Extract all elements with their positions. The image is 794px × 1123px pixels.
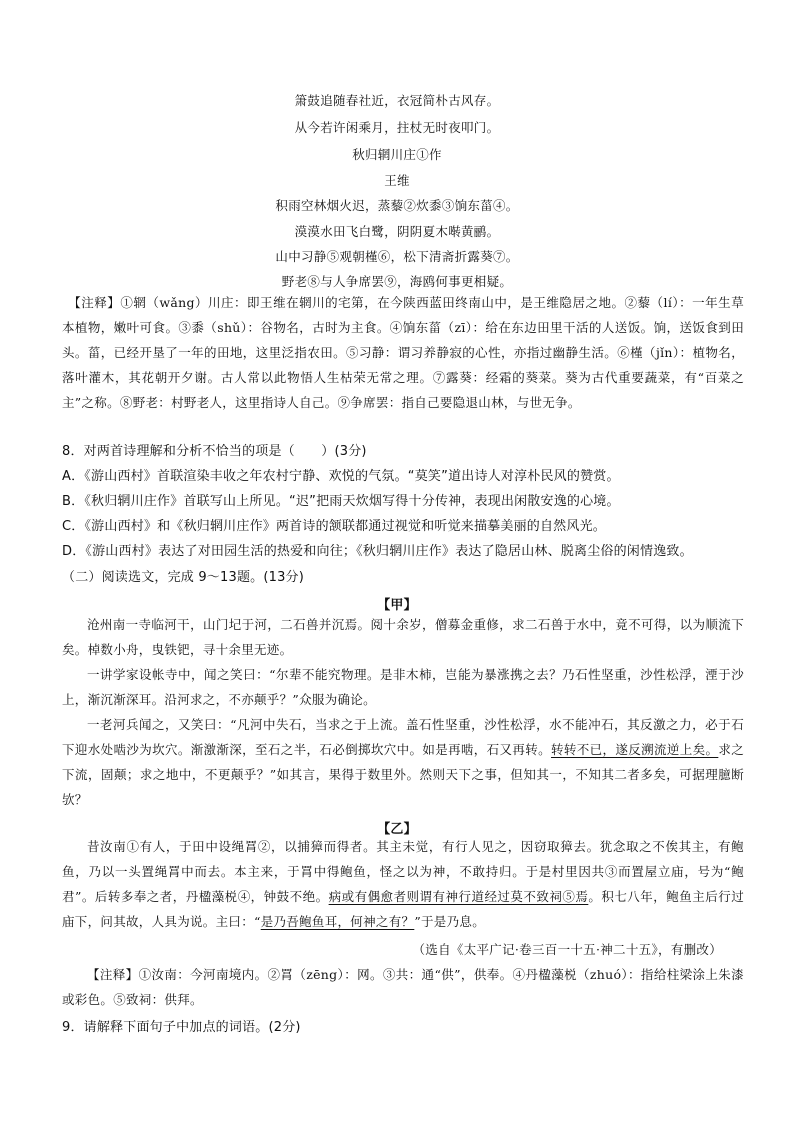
poem-annotation (62, 290, 744, 415)
passage-annotation-text: 【注释】①汝南：今河南境内。②罥（zēng）：网。③共：通“供”，供奉。④丹楹藻棁（zhuó）：指给柱梁涂上朱漆或彩色。⑤致祠：供拜。 (62, 967, 744, 1007)
passage-source: （选自《太平广记·卷三百一十五·神二十五》，有删改） (412, 942, 722, 957)
passage-paragraph: 一讲学家设帐寺中，闻之笑曰：“尔辈不能究物理。是非木柿，岂能为暴涨携之去？乃石性坚重，沙性松浮，湮于沙上，渐沉渐深耳。沿河求之，不亦颠乎？”众服为确论。 (62, 667, 744, 707)
passage-text: 求之下流，固颠；求之地中，不更颠乎？”如其言，果得于数里外。然则天下之事，但知其一，不知其二者多矣，可据理臆断欤？ (62, 742, 744, 807)
passage-text: 昔汝南①有人，于田中设绳罥②，以捕獐而得者。其主未觉，有行人见之，因窃取獐去。犹念取之不俟其主，有鲍鱼，乃以一头置绳罥中而去。本主来，于罥中得鲍鱼，怪之以为神，不敢持归。于是村里因共③而置屋立庙，号为“鲍君”。后转多奉之者，丹楹藻棁④，钟鼓不绝。 (62, 839, 744, 904)
poem2-line: 山中习静⑤观朝槿⑥，松下清斋折露葵⑦。 (275, 249, 519, 264)
question-8-option-a[interactable]: A．《游山西村》首联渲染丰收之年农村宁静、欢悦的气氛。“莫笑”道出诗人对淳朴民风的赞赏。 (62, 469, 620, 484)
passage-paragraph (62, 712, 744, 812)
passage-text: 一老河兵闻之，又笑曰：“凡河中失石，当求之于上流。盖石性坚重，沙性松浮，水不能冲石，其反激之力，必于石下迎水处啮沙为坎穴。渐激渐深，至石之半，石必倒掷坎穴中。如是再啮，石又再转。 (62, 717, 744, 757)
poem1-line: 从今若许闲乘月，拄杖无时夜叩门。 (294, 120, 500, 135)
poem2-line: 积雨空林烟火迟，蒸藜②炊黍③饷东菑④。 (275, 198, 519, 213)
poem-author: 王维 (384, 173, 410, 188)
passage-paragraph (62, 834, 744, 934)
poem-annotation-text: 【注释】①辋（wǎng）川庄：即王维在辋川的宅第，在今陕西蓝田终南山中，是王维隐居之地。②藜（lí）：一年生草本植物，嫩叶可食。③黍（shǔ）：谷物名，古时为主食。④饷东菑（zī）：给在东边田里干活的人送饭。饷，送饭食到田头。菑，已经开垦了一年的田地，这里泛指农田。⑤习静：谓习养静寂的心性，亦指过幽静生活。⑥槿（jǐn）：植物名，落叶灌木，其花朝开夕谢。古人常以此物悟人生枯荣无常之理。⑦露葵：经霜的葵菜。葵为古代重要蔬菜，有“百菜之主”之称。⑧野老：村野老人，这里指诗人自己。⑨争席罢：指自己要隐退山林，与世无争。 (62, 295, 744, 410)
passage-jia-heading: 【甲】 (377, 598, 417, 613)
section-heading: （二）阅读选文，完成 9～13题。(13分) (62, 570, 305, 585)
poem-title: 秋归辋川庄①作 (352, 147, 442, 162)
underlined-sentence: 转转不已，遂反溯流逆上矣。 (551, 742, 719, 757)
poem1-line: 箫鼓追随春社近，衣冠简朴古风存。 (294, 93, 500, 108)
poem2-line: 野老⑧与人争席罢⑨，海鸥何事更相疑。 (281, 274, 513, 289)
question-8-option-b[interactable]: B．《秋归辋川庄作》首联写山上所见。“迟”把雨天炊烟写得十分传神，表现出闲散安逸的心境。 (62, 494, 620, 509)
passage-paragraph: 沧州南一寺临河干，山门圮于河，二石兽并沉焉。阅十余岁，僧募金重修，求二石兽于水中，竟不可得，以为顺流下矣。棹数小舟，曳铁钯，寻十余里无迹。 (62, 617, 744, 657)
underlined-sentence: 病或有偶愈者则谓有神行道经过莫不致祠⑤焉 (328, 889, 589, 904)
passage-text: 。积七八年，鲍鱼主后行过庙下，问其故，人具为说。主曰：“ (62, 889, 744, 929)
question-8-stem: 8．对两首诗理解和分析不恰当的项是（ ）(3分) (62, 444, 367, 459)
passage-yi (62, 834, 744, 934)
question-8-option-d[interactable]: D．《游山西村》表达了对田园生活的热爱和向往；《秋归辋川庄作》表达了隐居山林、脱离尘俗的闲情逸致。 (62, 544, 693, 559)
poem2-line: 漠漠水田飞白鹭，阴阴夏木啭黄鹂。 (294, 224, 500, 239)
passage-text: ”于是乃息。 (414, 914, 486, 929)
passage-jia (62, 612, 744, 812)
passage-annotation (62, 962, 744, 1012)
question-8-option-c[interactable]: C．《游山西村》和《秋归辋川庄作》两首诗的颔联都通过视觉和听觉来描摹美丽的自然风光。 (62, 519, 606, 534)
question-9-stem: 9．请解释下面句子中加点的词语。(2分) (62, 1020, 301, 1035)
underlined-sentence: 是乃吾鲍鱼耳，何神之有？ (260, 914, 415, 929)
passage-yi-heading: 【乙】 (377, 822, 417, 837)
